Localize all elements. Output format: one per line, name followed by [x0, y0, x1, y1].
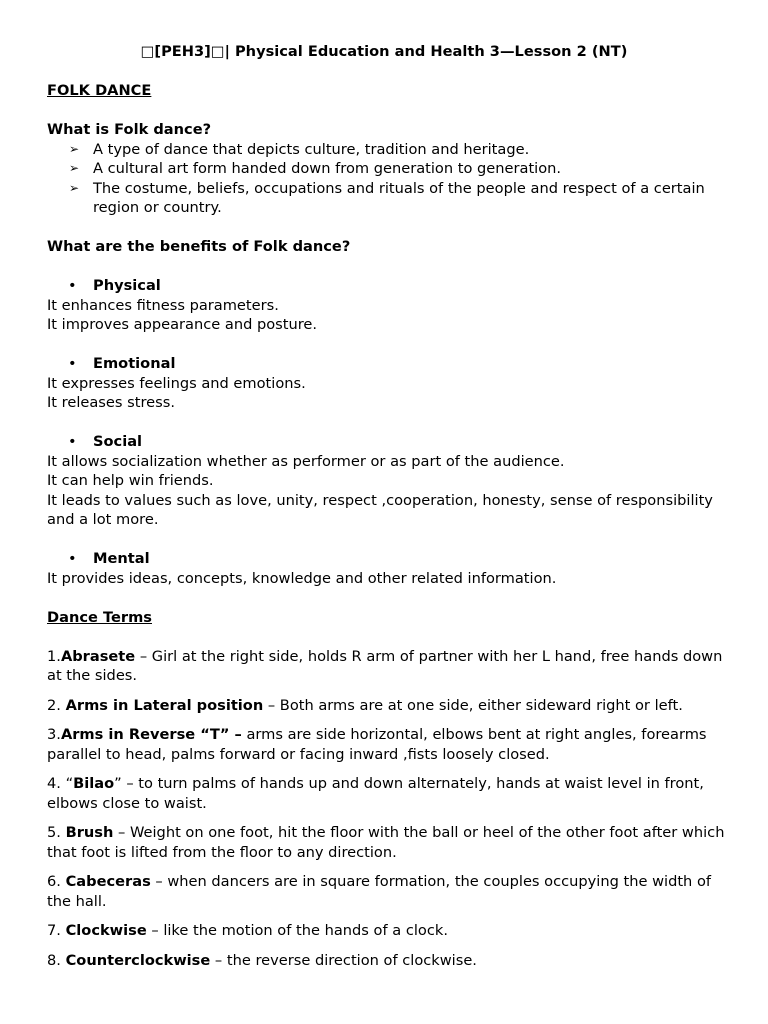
question-benefits: What are the benefits of Folk dance?	[47, 238, 351, 255]
benefit-heading-mental: • Mental	[68, 550, 150, 567]
dance-term-item: 5. Brush – Weight on one foot, hit the floor with the ball or heel of the other foot after which that foot is lifted from the floor to any direction.	[47, 824, 725, 861]
benefit-line: It allows socialization whether as performer or as part of the audience.	[47, 452, 565, 470]
definition-list	[47, 140, 727, 218]
dance-term-name: Clockwise	[65, 922, 147, 939]
benefit-line: It leads to values such as love, unity, respect ,cooperation, honesty, sense of responsibility and a lot more.	[47, 491, 713, 528]
section-heading-folk-dance: FOLK DANCE	[47, 82, 152, 99]
dance-term-item: 6. Cabeceras – when dancers are in square formation, the couples occupying the width of the hall.	[47, 873, 712, 910]
dance-term-name: Cabeceras	[65, 873, 151, 890]
dance-term-item: 7. Clockwise – like the motion of the hands of a clock.	[47, 922, 448, 939]
benefit-line: It enhances fitness parameters.	[47, 296, 279, 314]
dance-term-name: Arms in Reverse “T” –	[60, 726, 242, 743]
bullet-dot-icon: •	[68, 355, 77, 372]
document-body	[47, 81, 727, 980]
dance-term-item: 3.Arms in Reverse “T” – arms are side horizontal, elbows bent at right angles, forearms parallel to head, palms forward or facing inward ,fists loosely closed.	[47, 726, 707, 763]
benefit-heading-physical: • Physical	[68, 277, 161, 294]
question-what-is-folk-dance: What is Folk dance?	[47, 121, 212, 138]
dance-term-name: Arms in Lateral position	[65, 696, 264, 714]
dance-term-name: Counterclockwise	[65, 951, 211, 969]
definition-item: ➢ The costume, beliefs, occupations and rituals of the people and respect of a certain region or country.	[69, 179, 705, 216]
bullet-dot-icon: •	[68, 277, 77, 294]
benefit-heading-social: • Social	[68, 433, 143, 450]
arrow-bullet-icon: ➢	[69, 161, 80, 175]
benefit-line: It provides ideas, concepts, knowledge and other related information.	[47, 569, 557, 587]
benefit-heading-emotional: • Emotional	[68, 355, 176, 372]
dance-term-item: 4. “Bilao” – to turn palms of hands up and down alternately, hands at waist level in front, elbows close to waist.	[47, 775, 704, 812]
dance-term-item: 8. Counterclockwise – the reverse direction of clockwise.	[47, 951, 477, 969]
benefit-line: It can help win friends.	[47, 472, 214, 489]
benefit-line: It improves appearance and posture.	[47, 316, 318, 333]
dance-term-item: 2. Arms in Lateral position – Both arms are at one side, either sideward right or left.	[47, 696, 683, 714]
benefit-line: It expresses feelings and emotions.	[47, 374, 306, 392]
section-heading-dance-terms: Dance Terms	[47, 608, 152, 626]
dance-term-name: Bilao	[73, 775, 115, 792]
page-title: □[PEH3]□| Physical Education and Health 3—Lesson 2 (NT)	[140, 43, 628, 60]
dance-term-item: 1.Abrasete – Girl at the right side, holds R arm of partner with her L hand, free hands down at the sides.	[47, 647, 723, 684]
dance-term-name: Brush	[65, 824, 114, 841]
dance-term-name: Abrasete	[60, 647, 136, 665]
bullet-dot-icon: •	[68, 550, 77, 567]
benefit-line: It releases stress.	[47, 394, 175, 411]
arrow-bullet-icon: ➢	[69, 180, 80, 195]
definition-item: ➢ A cultural art form handed down from generation to generation.	[69, 160, 562, 177]
bullet-dot-icon: •	[68, 433, 77, 450]
definition-item: ➢ A type of dance that depicts culture, tradition and heritage.	[69, 140, 530, 158]
arrow-bullet-icon: ➢	[69, 141, 80, 156]
